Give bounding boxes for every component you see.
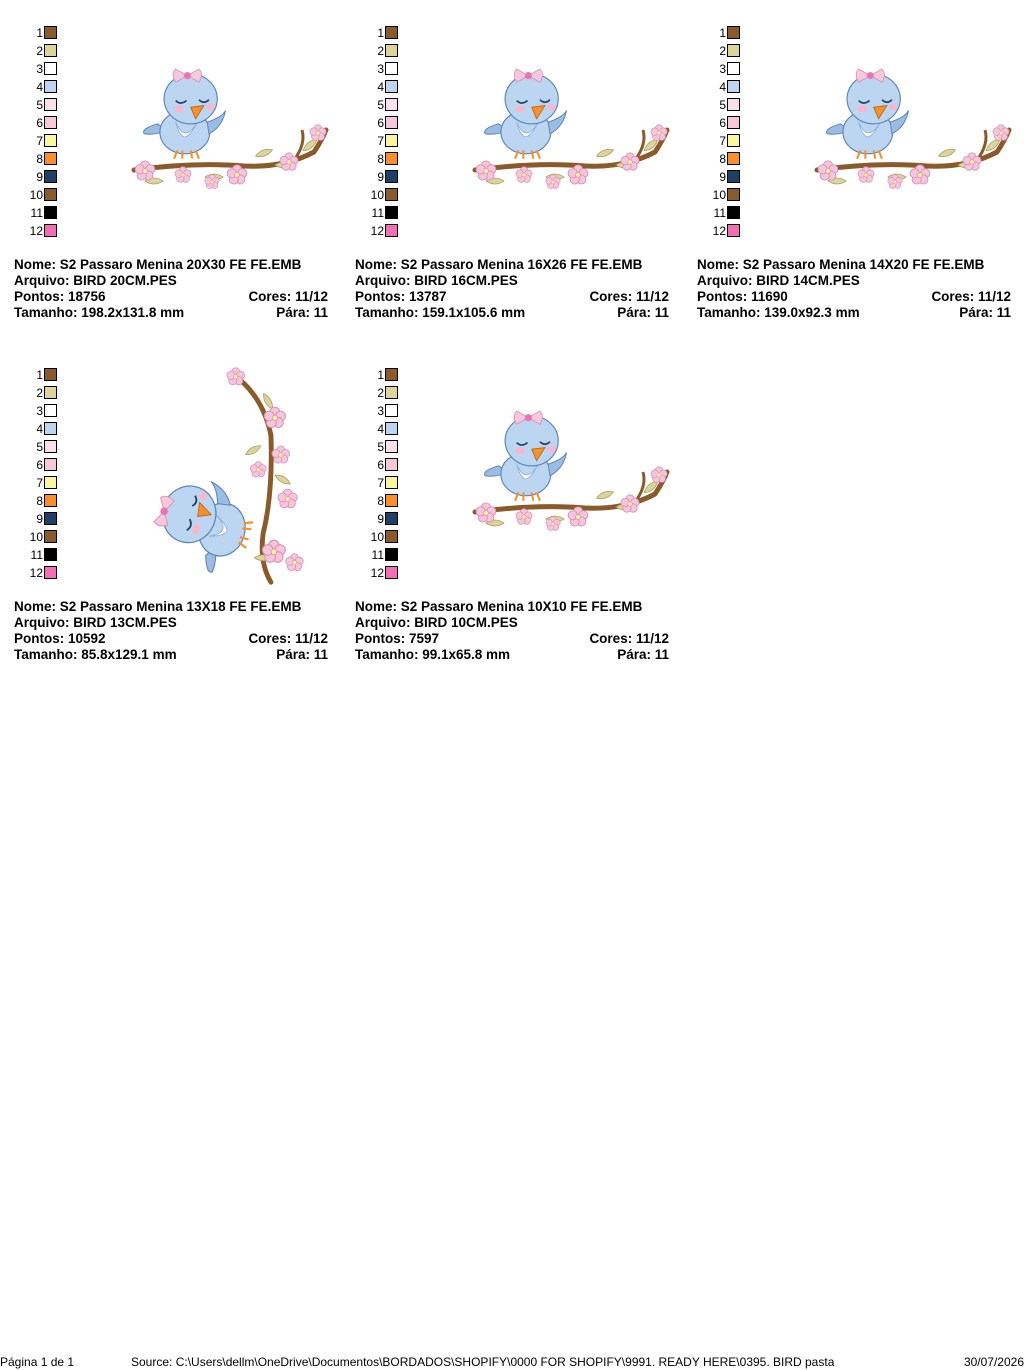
design-name: Nome: S2 Passaro Menina 14X20 FE FE.EMB xyxy=(697,257,985,272)
color-swatch xyxy=(385,44,398,57)
palette-number: 8 xyxy=(377,494,384,508)
palette-entry xyxy=(355,25,400,43)
palette-entry xyxy=(697,205,742,223)
color-swatch xyxy=(727,98,740,111)
palette-entry xyxy=(355,565,400,583)
design-info xyxy=(14,257,328,321)
color-swatch xyxy=(44,494,57,507)
design-card xyxy=(14,25,334,325)
palette-entry xyxy=(355,61,400,79)
palette-number: 6 xyxy=(377,116,384,130)
design-size: Tamanho: 159.1x105.6 mm xyxy=(355,305,526,320)
color-swatch xyxy=(727,116,740,129)
color-swatch xyxy=(44,530,57,543)
design-card xyxy=(697,25,1017,325)
color-swatch xyxy=(385,170,398,183)
palette-number: 9 xyxy=(36,512,43,526)
palette-entry xyxy=(355,133,400,151)
embroidery-preview xyxy=(455,25,675,215)
color-swatch xyxy=(385,422,398,435)
palette-number: 1 xyxy=(377,26,384,40)
color-swatch xyxy=(727,188,740,201)
color-swatch xyxy=(385,134,398,147)
print-date: 30/07/2026 xyxy=(963,1355,1024,1369)
palette-number: 8 xyxy=(377,152,384,166)
color-swatch xyxy=(44,548,57,561)
palette-entry xyxy=(14,475,59,493)
color-swatch xyxy=(44,26,57,39)
palette-number: 11 xyxy=(30,548,43,562)
color-swatch xyxy=(44,134,57,147)
palette-number: 2 xyxy=(719,44,726,58)
palette-number: 4 xyxy=(719,80,726,94)
palette-entry xyxy=(14,439,59,457)
palette-number: 2 xyxy=(36,44,43,58)
color-swatch xyxy=(385,530,398,543)
page-footer xyxy=(0,1354,1024,1370)
palette-entry xyxy=(355,97,400,115)
design-info xyxy=(355,257,669,321)
palette-entry xyxy=(14,205,59,223)
palette-number: 5 xyxy=(36,98,43,112)
palette-entry xyxy=(14,493,59,511)
palette-entry xyxy=(697,97,742,115)
design-info xyxy=(697,257,1011,321)
palette-entry xyxy=(697,169,742,187)
stitch-count: Pontos: 13787 xyxy=(355,289,447,304)
palette-number: 4 xyxy=(377,422,384,436)
color-swatch xyxy=(44,62,57,75)
design-info xyxy=(355,599,669,663)
palette-entry xyxy=(14,61,59,79)
palette-entry xyxy=(14,43,59,61)
palette-number: 12 xyxy=(29,566,43,580)
palette-number: 10 xyxy=(712,188,726,202)
palette-number: 3 xyxy=(377,404,384,418)
color-swatch xyxy=(727,44,740,57)
color-swatch xyxy=(385,566,398,579)
palette-entry xyxy=(14,223,59,241)
color-swatch xyxy=(727,224,740,237)
palette-entry xyxy=(355,43,400,61)
palette-entry xyxy=(697,223,742,241)
color-swatch xyxy=(44,206,57,219)
page-number: Página 1 de 1 xyxy=(0,1355,75,1369)
design-name: Nome: S2 Passaro Menina 16X26 FE FE.EMB xyxy=(355,257,643,272)
palette-entry xyxy=(14,169,59,187)
color-swatch xyxy=(44,368,57,381)
palette-number: 5 xyxy=(377,440,384,454)
stitch-row xyxy=(355,289,669,305)
palette-entry xyxy=(355,529,400,547)
color-swatch xyxy=(44,224,57,237)
color-swatch xyxy=(385,368,398,381)
color-swatch xyxy=(385,80,398,93)
palette-entry xyxy=(355,439,400,457)
palette-entry xyxy=(355,475,400,493)
design-preview xyxy=(455,367,675,592)
palette-number: 8 xyxy=(36,494,43,508)
stitch-count: Pontos: 7597 xyxy=(355,631,440,646)
palette-number: 6 xyxy=(36,116,43,130)
palette-entry xyxy=(697,187,742,205)
palette-entry xyxy=(355,493,400,511)
palette-entry xyxy=(14,547,59,565)
design-size: Tamanho: 85.8x129.1 mm xyxy=(14,647,177,662)
color-swatch xyxy=(385,152,398,165)
design-name: Nome: S2 Passaro Menina 20X30 FE FE.EMB xyxy=(14,257,302,272)
color-swatch xyxy=(385,494,398,507)
palette-number: 7 xyxy=(377,134,384,148)
color-count: Cores: 11/12 xyxy=(589,289,669,304)
color-swatch xyxy=(385,116,398,129)
design-preview xyxy=(114,25,334,250)
color-count: Cores: 11/12 xyxy=(931,289,1011,304)
design-preview xyxy=(797,25,1017,250)
color-swatch xyxy=(44,98,57,111)
palette-number: 1 xyxy=(36,26,43,40)
palette-number: 9 xyxy=(36,170,43,184)
palette-entry xyxy=(14,115,59,133)
color-swatch xyxy=(727,170,740,183)
design-name: Nome: S2 Passaro Menina 13X18 FE FE.EMB xyxy=(14,599,302,614)
design-file: Arquivo: BIRD 13CM.PES xyxy=(14,615,177,630)
stop-count: Pára: 11 xyxy=(617,647,669,662)
color-swatch xyxy=(727,62,740,75)
palette-number: 4 xyxy=(36,80,43,94)
stop-count: Pára: 11 xyxy=(276,647,328,662)
color-count: Cores: 11/12 xyxy=(248,289,328,304)
palette-number: 1 xyxy=(719,26,726,40)
palette-number: 1 xyxy=(377,368,384,382)
stop-count: Pára: 11 xyxy=(617,305,669,320)
design-size: Tamanho: 99.1x65.8 mm xyxy=(355,647,511,662)
palette-entry xyxy=(355,511,400,529)
stitch-count: Pontos: 18756 xyxy=(14,289,106,304)
palette-number: 7 xyxy=(377,476,384,490)
color-swatch xyxy=(44,188,57,201)
palette-number: 7 xyxy=(36,476,43,490)
palette-number: 7 xyxy=(719,134,726,148)
color-swatch xyxy=(727,134,740,147)
palette-number: 10 xyxy=(370,530,384,544)
color-count: Cores: 11/12 xyxy=(248,631,328,646)
palette-entry xyxy=(14,403,59,421)
color-swatch xyxy=(727,26,740,39)
color-swatch xyxy=(44,170,57,183)
design-file: Arquivo: BIRD 16CM.PES xyxy=(355,273,518,288)
source-path: Source: C:\Users\dellm\OneDrive\Documentos\BORDADOS\SHOPIFY\0000 FOR SHOPIFY\9991. READY HERE\0395. BIRD pasta xyxy=(131,1355,835,1369)
design-card xyxy=(14,367,334,667)
color-swatch xyxy=(44,422,57,435)
palette-number: 5 xyxy=(377,98,384,112)
palette-number: 2 xyxy=(36,386,43,400)
color-swatch xyxy=(385,548,398,561)
design-preview xyxy=(114,367,334,592)
palette-entry xyxy=(14,133,59,151)
palette-number: 9 xyxy=(719,170,726,184)
color-swatch xyxy=(385,224,398,237)
palette-entry xyxy=(14,151,59,169)
stitch-count: Pontos: 11690 xyxy=(697,289,788,304)
palette-entry xyxy=(697,25,742,43)
palette-entry xyxy=(355,547,400,565)
design-info xyxy=(14,599,328,663)
stitch-row xyxy=(14,631,328,647)
color-swatch xyxy=(385,440,398,453)
size-row xyxy=(14,305,328,321)
palette-entry xyxy=(14,97,59,115)
color-swatch xyxy=(385,458,398,471)
palette-number: 2 xyxy=(377,44,384,58)
palette-entry xyxy=(355,187,400,205)
palette-entry xyxy=(355,79,400,97)
color-count: Cores: 11/12 xyxy=(589,631,669,646)
embroidery-preview xyxy=(114,25,334,215)
design-file: Arquivo: BIRD 20CM.PES xyxy=(14,273,177,288)
palette-number: 8 xyxy=(719,152,726,166)
color-swatch xyxy=(44,44,57,57)
palette-number: 6 xyxy=(377,458,384,472)
color-swatch xyxy=(385,188,398,201)
palette-number: 10 xyxy=(29,530,43,544)
palette-entry xyxy=(14,457,59,475)
palette-entry xyxy=(14,421,59,439)
palette-entry xyxy=(14,367,59,385)
palette-entry xyxy=(355,385,400,403)
color-swatch xyxy=(385,476,398,489)
design-size: Tamanho: 198.2x131.8 mm xyxy=(14,305,185,320)
palette-number: 5 xyxy=(36,440,43,454)
palette-number: 11 xyxy=(30,206,43,220)
palette-number: 3 xyxy=(36,62,43,76)
palette-entry xyxy=(14,79,59,97)
palette-entry xyxy=(355,403,400,421)
palette-entry xyxy=(14,187,59,205)
palette-entry xyxy=(14,385,59,403)
palette-entry xyxy=(355,115,400,133)
palette-number: 9 xyxy=(377,512,384,526)
color-swatch xyxy=(385,386,398,399)
palette-entry xyxy=(355,169,400,187)
design-preview xyxy=(455,25,675,250)
palette-entry xyxy=(697,43,742,61)
palette-entry xyxy=(355,205,400,223)
palette-entry xyxy=(697,115,742,133)
palette-entry xyxy=(697,133,742,151)
palette-number: 6 xyxy=(719,116,726,130)
palette-number: 6 xyxy=(36,458,43,472)
palette-number: 12 xyxy=(370,566,384,580)
size-row xyxy=(14,647,328,663)
palette-number: 8 xyxy=(36,152,43,166)
design-card xyxy=(355,367,675,667)
palette-number: 5 xyxy=(719,98,726,112)
palette-number: 11 xyxy=(371,548,384,562)
palette-entry xyxy=(14,511,59,529)
palette-number: 3 xyxy=(719,62,726,76)
color-swatch xyxy=(44,440,57,453)
palette-entry xyxy=(355,421,400,439)
size-row xyxy=(355,305,669,321)
stitch-row xyxy=(697,289,1011,305)
palette-entry xyxy=(355,367,400,385)
color-swatch xyxy=(44,80,57,93)
palette-number: 4 xyxy=(377,80,384,94)
palette-number: 10 xyxy=(29,188,43,202)
palette-number: 11 xyxy=(713,206,726,220)
color-swatch xyxy=(727,80,740,93)
color-swatch xyxy=(385,98,398,111)
color-swatch xyxy=(44,386,57,399)
embroidery-preview xyxy=(455,367,675,557)
stitch-count: Pontos: 10592 xyxy=(14,631,106,646)
palette-number: 3 xyxy=(36,404,43,418)
palette-number: 4 xyxy=(36,422,43,436)
palette-number: 7 xyxy=(36,134,43,148)
color-swatch xyxy=(44,404,57,417)
stitch-row xyxy=(355,631,669,647)
color-swatch xyxy=(727,206,740,219)
embroidery-preview xyxy=(797,25,1017,215)
color-swatch xyxy=(385,404,398,417)
color-swatch xyxy=(385,206,398,219)
color-swatch xyxy=(385,512,398,525)
palette-entry xyxy=(697,61,742,79)
palette-entry xyxy=(355,223,400,241)
palette-entry xyxy=(697,79,742,97)
palette-entry xyxy=(355,151,400,169)
palette-number: 9 xyxy=(377,170,384,184)
palette-number: 2 xyxy=(377,386,384,400)
palette-number: 12 xyxy=(370,224,384,238)
color-swatch xyxy=(44,116,57,129)
color-swatch xyxy=(385,62,398,75)
color-swatch xyxy=(44,152,57,165)
palette-entry xyxy=(355,457,400,475)
palette-entry xyxy=(697,151,742,169)
color-swatch xyxy=(385,26,398,39)
design-card xyxy=(355,25,675,325)
design-file: Arquivo: BIRD 10CM.PES xyxy=(355,615,518,630)
stop-count: Pára: 11 xyxy=(276,305,328,320)
palette-entry xyxy=(14,25,59,43)
palette-number: 1 xyxy=(36,368,43,382)
size-row xyxy=(355,647,669,663)
design-name: Nome: S2 Passaro Menina 10X10 FE FE.EMB xyxy=(355,599,643,614)
stop-count: Pára: 11 xyxy=(959,305,1011,320)
palette-entry xyxy=(14,565,59,583)
embroidery-preview xyxy=(114,367,334,592)
color-swatch xyxy=(44,476,57,489)
size-row xyxy=(697,305,1011,321)
palette-number: 12 xyxy=(712,224,726,238)
stitch-row xyxy=(14,289,328,305)
design-file: Arquivo: BIRD 14CM.PES xyxy=(697,273,860,288)
color-swatch xyxy=(44,458,57,471)
palette-entry xyxy=(14,529,59,547)
palette-number: 11 xyxy=(371,206,384,220)
palette-number: 3 xyxy=(377,62,384,76)
palette-number: 10 xyxy=(370,188,384,202)
color-swatch xyxy=(727,152,740,165)
palette-number: 12 xyxy=(29,224,43,238)
design-size: Tamanho: 139.0x92.3 mm xyxy=(697,305,860,320)
color-swatch xyxy=(44,512,57,525)
color-swatch xyxy=(44,566,57,579)
